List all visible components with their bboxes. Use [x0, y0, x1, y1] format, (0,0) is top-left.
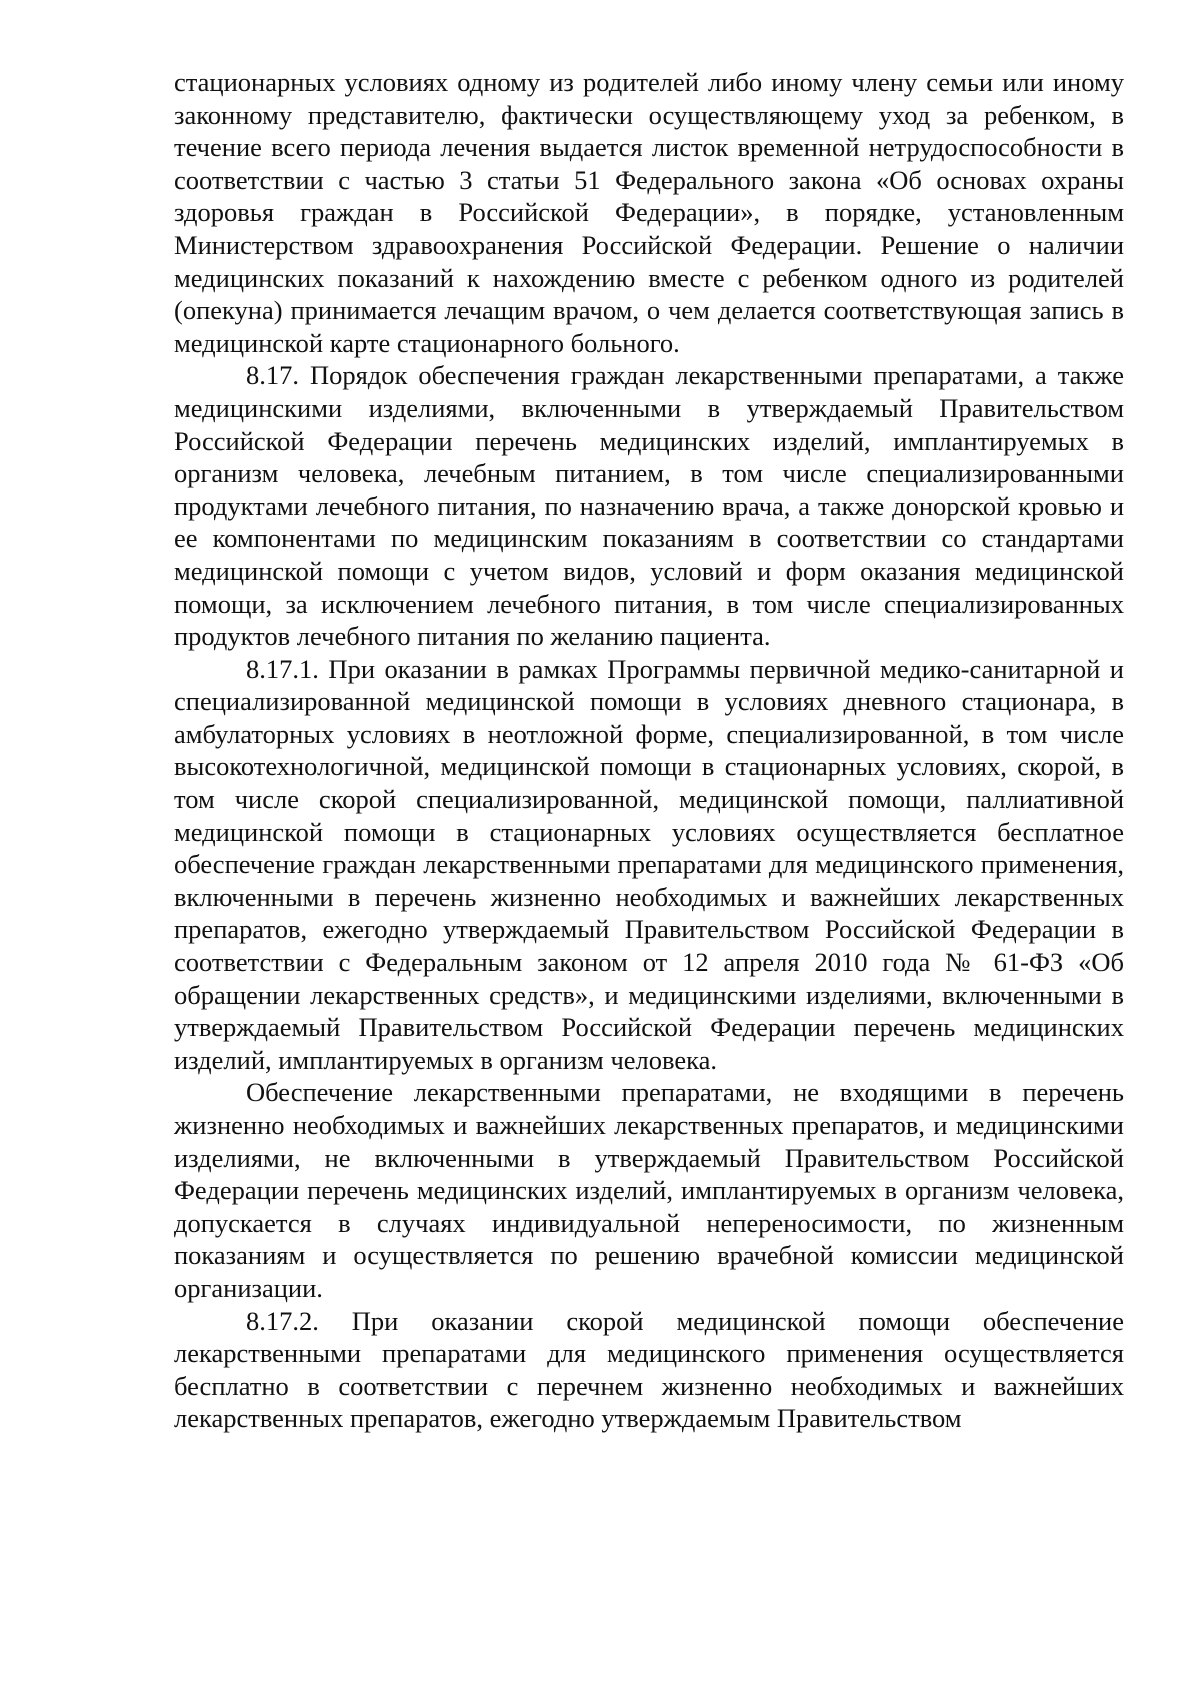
paragraph-medication-exceptions: Обеспечение лекарственными препаратами, не входящими в перечень жизненно необходимых и важнейших лекарственных препаратов, и медицинскими изделиями, не включенными в утверждаемый Правительством Российской Федерации перечень медицинских изделий, имплантируемых в организм человека, допускается в случаях индивидуальной непереносимости, по жизненным показаниям и осуществляется по решению врачебной комиссии медицинской организации.: [174, 1077, 1124, 1303]
paragraph-8-17-1: 8.17.1. При оказании в рамках Программы первичной медико-санитарной и специализированной медицинской помощи в условиях дневного стационара, в амбулаторных условиях в неотложной форме, специализированной, в том числе высокотехнологичной, медицинской помощи в стационарных условиях, скорой, в том числе скорой специализированной, медицинской помощи, паллиативной медицинской помощи в стационарных условиях осуществляется бесплатное обеспечение граждан лекарственными препаратами для медицинского применения, включенными в перечень жизненно необходимых и важнейших лекарственных препаратов, ежегодно утверждаемый Правительством Российской Федерации в соответствии с Федеральным законом от 12 апреля 2010 года № 61-ФЗ «Об обращении лекарственных средств», и медицинскими изделиями, включенными в утверждаемый Правительством Российской Федерации перечень медицинских изделий, имплантируемых в организм человека.: [174, 653, 1124, 1075]
paragraph-8-17: 8.17. Порядок обеспечения граждан лекарственными препаратами, а также медицинскими изделиями, включенными в утверждаемый Правительством Российской Федерации перечень медицинских изделий, имплантируемых в организм человека, лечебным питанием, в том числе специализированными продуктами лечебного питания, по назначению врача, а также донорской кровью и ее компонентами по медицинским показаниям в соответствии со стандартами медицинской помощи с учетом видов, условий и форм оказания медицинской помощи, за исключением лечебного питания, в том числе специализированных продуктов лечебного питания по желанию пациента.: [174, 360, 1124, 652]
paragraph-8-17-2: 8.17.2. При оказании скорой медицинской помощи обеспечение лекарственными препаратами для медицинского применения осуществляется бесплатно в соответствии с перечнем жизненно необходимых и важнейших лекарственных препаратов, ежегодно утверждаемым Правительством: [174, 1305, 1124, 1434]
paragraph-continuation: стационарных условиях одному из родителей либо иному члену семьи или иному законному представителю, фактически осуществляющему уход за ребенком, в течение всего периода лечения выдается листок временной нетрудоспособности в соответствии с частью 3 статьи 51 Федерального закона «Об основах охраны здоровья граждан в Российской Федерации», в порядке, установленным Министерством здравоохранения Российской Федерации. Решение о наличии медицинских показаний к нахождению вместе с ребенком одного из родителей (опекуна) принимается лечащим врачом, о чем делается соответствующая запись в медицинской карте стационарного больного.: [174, 67, 1124, 358]
document-page: [174, 66, 1124, 1435]
